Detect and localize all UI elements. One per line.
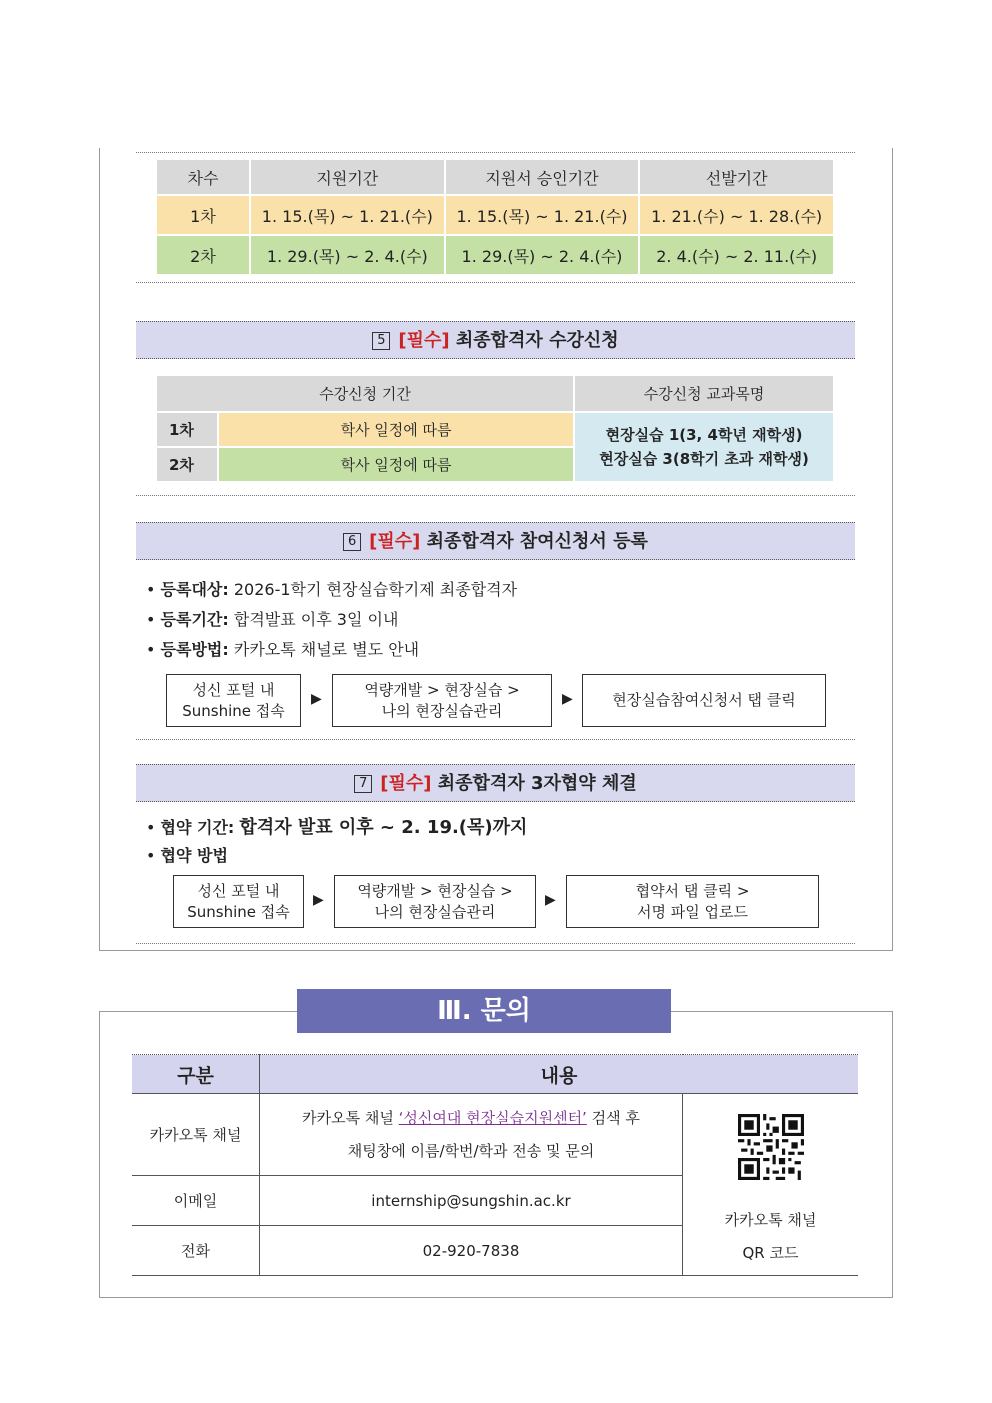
round-label: 1차 bbox=[156, 412, 218, 447]
approve-cell: 1. 29.(목) ~ 2. 4.(수) bbox=[445, 235, 640, 275]
qr-caption-line: 카카오톡 채널 bbox=[724, 1211, 817, 1229]
course-cell bbox=[574, 412, 834, 482]
section-number: 7 bbox=[354, 775, 372, 793]
bullet-label: 등록기간: bbox=[160, 610, 229, 629]
kakao-text: 검색 후 bbox=[586, 1108, 640, 1127]
flow-text: Sunshine 접속 bbox=[187, 902, 290, 921]
bullet-text: 합격발표 이후 3일 이내 bbox=[233, 610, 399, 629]
header-content: 내용 bbox=[260, 1055, 859, 1094]
qr-caption bbox=[683, 1204, 858, 1270]
required-tag: [필수] bbox=[369, 531, 421, 552]
email-value[interactable]: internship@sungshin.ac.kr bbox=[260, 1176, 683, 1226]
header-apply: 지원기간 bbox=[250, 159, 445, 195]
apply-cell: 1. 15.(목) ~ 1. 21.(수) bbox=[250, 195, 445, 235]
qr-cell bbox=[683, 1094, 859, 1276]
round-cell: 1차 bbox=[156, 195, 250, 235]
section-5-header bbox=[136, 321, 855, 359]
enrollment-table bbox=[155, 374, 835, 483]
flow-text: 현장실습참여신청서 탭 클릭 bbox=[612, 691, 796, 709]
header-period: 수강신청 기간 bbox=[156, 375, 574, 412]
email-label: 이메일 bbox=[132, 1176, 260, 1226]
required-tag: [필수] bbox=[398, 330, 450, 351]
section-6-header bbox=[136, 522, 855, 560]
section-number: 5 bbox=[372, 332, 390, 350]
arrow-right-icon: ▶ bbox=[562, 691, 573, 707]
kakao-label: 카카오톡 채널 bbox=[132, 1094, 260, 1176]
flow-text: Sunshine 접속 bbox=[182, 701, 285, 720]
contact-title: Ⅲ. 문의 bbox=[297, 989, 671, 1033]
bullet-label: 등록방법: bbox=[160, 640, 229, 659]
select-cell: 2. 4.(수) ~ 2. 11.(수) bbox=[639, 235, 834, 275]
flow-text: 역량개발 > 현장실습 > bbox=[364, 680, 520, 699]
bullet-label: 협약 기간: bbox=[160, 818, 235, 837]
qr-code-icon[interactable] bbox=[738, 1114, 804, 1180]
flow-text: 나의 현장실습관리 bbox=[381, 701, 503, 720]
qr-caption-line: QR 코드 bbox=[742, 1244, 799, 1262]
round-label: 2차 bbox=[156, 447, 218, 482]
phone-label: 전화 bbox=[132, 1226, 260, 1276]
bullet-label: 등록대상: bbox=[160, 580, 229, 599]
divider bbox=[136, 739, 855, 740]
header-select: 선발기간 bbox=[639, 159, 834, 195]
contact-table bbox=[132, 1054, 858, 1276]
header-course: 수강신청 교과목명 bbox=[574, 375, 834, 412]
bullet-target: • 등록대상: 2026-1학기 현장실습학기제 최종합격자 bbox=[146, 580, 518, 599]
flow-text: 역량개발 > 현장실습 > bbox=[357, 881, 513, 900]
arrow-right-icon: ▶ bbox=[313, 892, 324, 908]
flow-text: 성신 포털 내 bbox=[197, 881, 280, 900]
flow-step-menu bbox=[332, 674, 552, 727]
section-title: 최종합격자 3자협약 체결 bbox=[437, 773, 637, 794]
bullet-text: 합격자 발표 이후 ~ 2. 19.(목)까지 bbox=[239, 817, 528, 838]
divider bbox=[136, 282, 855, 283]
kakao-description bbox=[260, 1094, 683, 1176]
arrow-right-icon: ▶ bbox=[545, 892, 556, 908]
bullet-agreement-period: • 협약 기간: 합격자 발표 이후 ~ 2. 19.(목)까지 bbox=[146, 817, 528, 838]
flow-step-portal bbox=[173, 875, 304, 928]
flow-step-menu bbox=[334, 875, 536, 928]
flow-text: 협약서 탭 클릭 > bbox=[635, 881, 750, 900]
apply-cell: 1. 29.(목) ~ 2. 4.(수) bbox=[250, 235, 445, 275]
flow-step-upload bbox=[566, 875, 819, 928]
bullet-text: 2026-1학기 현장실습학기제 최종합격자 bbox=[233, 580, 518, 599]
flow-step-portal bbox=[166, 674, 301, 727]
required-tag: [필수] bbox=[380, 773, 432, 794]
kakao-channel-link[interactable]: ‘성신여대 현장실습지원센터’ bbox=[398, 1108, 587, 1127]
divider bbox=[136, 943, 855, 944]
divider bbox=[136, 152, 855, 153]
section-title: 최종합격자 수강신청 bbox=[455, 330, 619, 351]
schedule-table bbox=[155, 158, 835, 276]
approve-cell: 1. 15.(목) ~ 1. 21.(수) bbox=[445, 195, 640, 235]
divider bbox=[136, 495, 855, 496]
header-round: 차수 bbox=[156, 159, 250, 195]
flow-text: 나의 현장실습관리 bbox=[374, 902, 496, 921]
kakao-text: 카카오톡 채널 bbox=[302, 1108, 399, 1127]
section-number: 6 bbox=[343, 533, 361, 551]
section-title: 최종합격자 참여신청서 등록 bbox=[426, 531, 648, 552]
header-approve: 지원서 승인기간 bbox=[445, 159, 640, 195]
course-name: 현장실습 3(8학기 초과 재학생) bbox=[599, 450, 809, 468]
phone-value[interactable]: 02-920-7838 bbox=[260, 1226, 683, 1276]
bullet-text: 카카오톡 채널로 별도 안내 bbox=[233, 640, 420, 659]
select-cell: 1. 21.(수) ~ 1. 28.(수) bbox=[639, 195, 834, 235]
bullet-label: 협약 방법 bbox=[160, 846, 228, 865]
flow-step-tab bbox=[582, 674, 826, 727]
table-row bbox=[156, 235, 834, 275]
arrow-right-icon: ▶ bbox=[311, 691, 322, 707]
kakao-text: 채팅창에 이름/학번/학과 전송 및 문의 bbox=[347, 1141, 595, 1160]
bullet-method: • 등록방법: 카카오톡 채널로 별도 안내 bbox=[146, 640, 420, 659]
period-value: 학사 일정에 따름 bbox=[218, 447, 574, 482]
section-7-header bbox=[136, 764, 855, 802]
bullet-period: • 등록기간: 합격발표 이후 3일 이내 bbox=[146, 610, 399, 629]
period-value: 학사 일정에 따름 bbox=[218, 412, 574, 447]
flow-text: 성신 포털 내 bbox=[192, 680, 275, 699]
flow-text: 서명 파일 업로드 bbox=[637, 902, 748, 921]
header-category: 구분 bbox=[132, 1055, 260, 1094]
course-name: 현장실습 1(3, 4학년 재학생) bbox=[605, 426, 803, 444]
round-cell: 2차 bbox=[156, 235, 250, 275]
table-row bbox=[156, 195, 834, 235]
bullet-agreement-method: • 협약 방법 bbox=[146, 846, 228, 865]
